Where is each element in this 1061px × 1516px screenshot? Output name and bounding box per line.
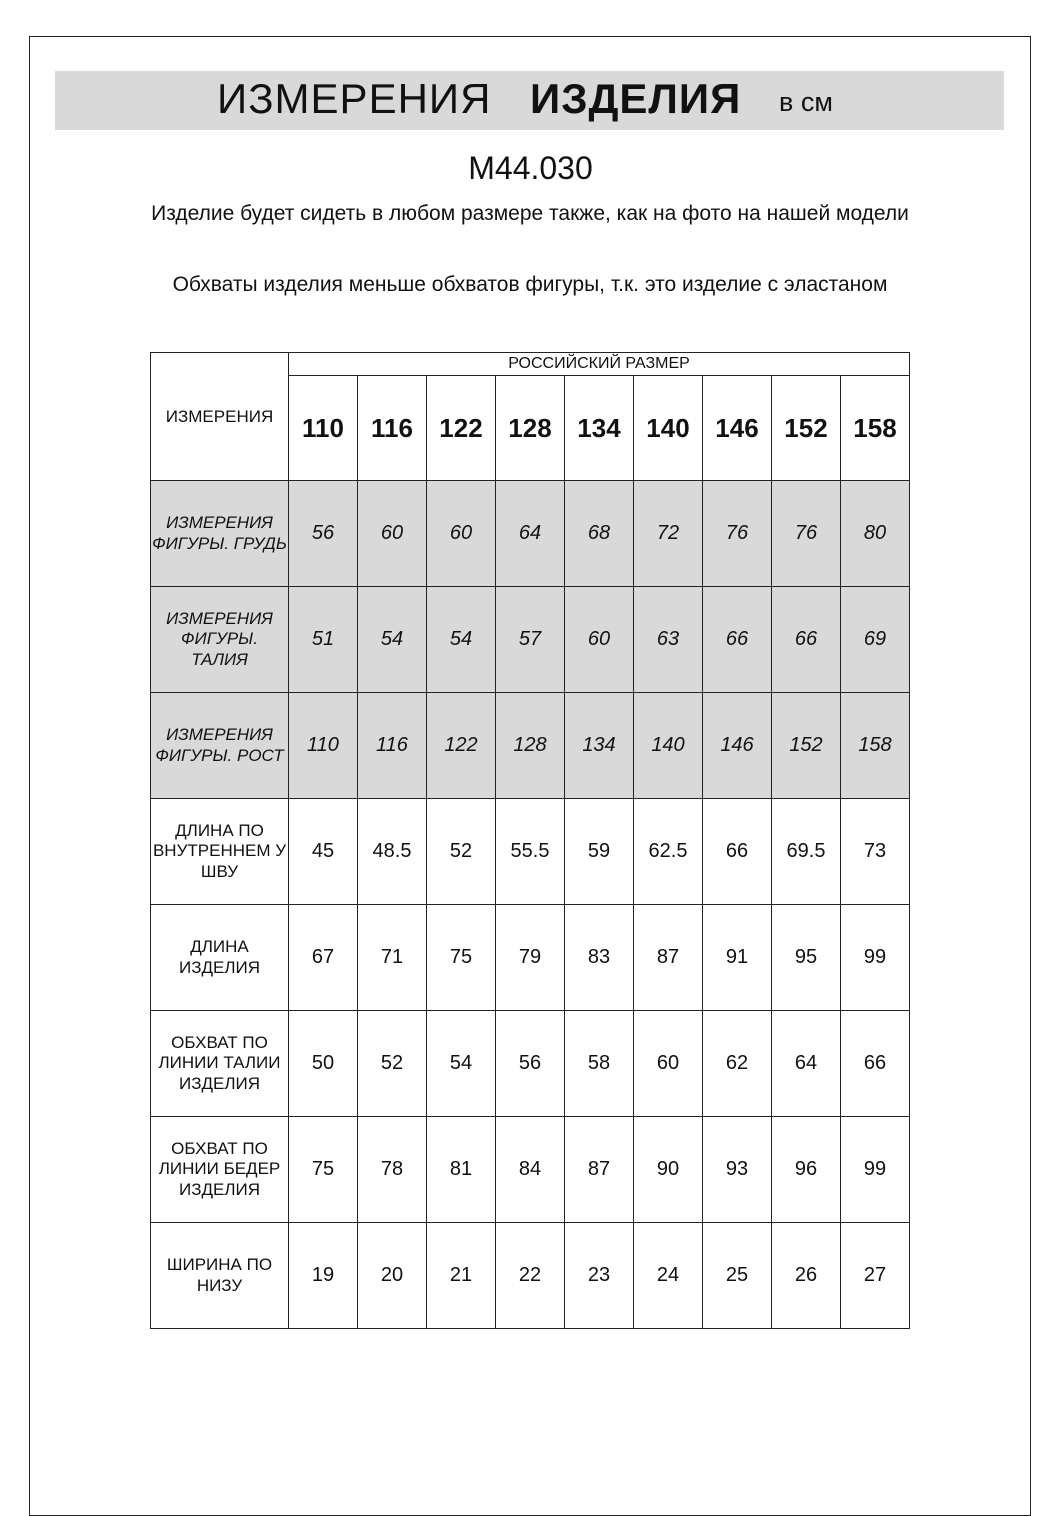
table-cell: 58	[565, 1011, 634, 1117]
table-cell: 152	[772, 693, 841, 799]
table-cell: 158	[841, 693, 910, 799]
title-bold: ИЗДЕЛИЯ	[530, 75, 742, 122]
table-cell: 122	[427, 693, 496, 799]
row-label: ИЗМЕРЕНИЯ ФИГУРЫ. ГРУДЬ	[151, 481, 289, 587]
table-cell: 60	[427, 481, 496, 587]
russian-size-header: РОССИЙСКИЙ РАЗМЕР	[289, 353, 910, 376]
table-cell: 76	[772, 481, 841, 587]
table-cell: 99	[841, 1117, 910, 1223]
table-cell: 83	[565, 905, 634, 1011]
table-cell: 64	[496, 481, 565, 587]
table-cell: 80	[841, 481, 910, 587]
table-cell: 69.5	[772, 799, 841, 905]
table-cell: 50	[289, 1011, 358, 1117]
table-cell: 67	[289, 905, 358, 1011]
size-header-134: 134	[565, 376, 634, 481]
table-cell: 75	[427, 905, 496, 1011]
table-cell: 64	[772, 1011, 841, 1117]
table-cell: 69	[841, 587, 910, 693]
table-cell: 81	[427, 1117, 496, 1223]
table-cell: 45	[289, 799, 358, 905]
measurements-header: ИЗМЕРЕНИЯ	[151, 353, 289, 481]
table-cell: 87	[634, 905, 703, 1011]
size-table	[150, 352, 910, 1329]
table-cell: 99	[841, 905, 910, 1011]
table-cell: 79	[496, 905, 565, 1011]
table-cell: 91	[703, 905, 772, 1011]
title-banner	[55, 71, 1004, 130]
size-header-116: 116	[358, 376, 427, 481]
table-cell: 128	[496, 693, 565, 799]
table-cell: 60	[565, 587, 634, 693]
table-cell: 76	[703, 481, 772, 587]
table-cell: 54	[427, 1011, 496, 1117]
table-row	[151, 587, 910, 693]
table-cell: 75	[289, 1117, 358, 1223]
table-cell: 68	[565, 481, 634, 587]
row-label: ОБХВАТ ПО ЛИНИИ БЕДЕР ИЗДЕЛИЯ	[151, 1117, 289, 1223]
table-cell: 72	[634, 481, 703, 587]
table-cell: 66	[841, 1011, 910, 1117]
row-label: ШИРИНА ПО НИЗУ	[151, 1223, 289, 1329]
table-cell: 90	[634, 1117, 703, 1223]
table-cell: 134	[565, 693, 634, 799]
table-cell: 62.5	[634, 799, 703, 905]
table-row	[151, 1011, 910, 1117]
table-cell: 66	[772, 587, 841, 693]
table-cell: 140	[634, 693, 703, 799]
table-cell: 48.5	[358, 799, 427, 905]
table-cell: 21	[427, 1223, 496, 1329]
table-cell: 24	[634, 1223, 703, 1329]
row-label: ДЛИНА ИЗДЕЛИЯ	[151, 905, 289, 1011]
table-cell: 63	[634, 587, 703, 693]
table-cell: 57	[496, 587, 565, 693]
table-cell: 27	[841, 1223, 910, 1329]
table-cell: 54	[358, 587, 427, 693]
table-cell: 56	[496, 1011, 565, 1117]
table-cell: 84	[496, 1117, 565, 1223]
table-row	[151, 1117, 910, 1223]
table-cell: 93	[703, 1117, 772, 1223]
elastane-note: Обхваты изделия меньше обхватов фигуры, т.к. это изделие с эластаном	[172, 273, 888, 296]
size-header-152: 152	[772, 376, 841, 481]
table-cell: 26	[772, 1223, 841, 1329]
table-row	[151, 1223, 910, 1329]
table-cell: 146	[703, 693, 772, 799]
table-cell: 52	[427, 799, 496, 905]
table-cell: 60	[634, 1011, 703, 1117]
row-label: ДЛИНА ПО ВНУТРЕННЕМ У ШВУ	[151, 799, 289, 905]
row-label: ОБХВАТ ПО ЛИНИИ ТАЛИИ ИЗДЕЛИЯ	[151, 1011, 289, 1117]
table-row	[151, 905, 910, 1011]
row-label: ИЗМЕРЕНИЯ ФИГУРЫ. ТАЛИЯ	[151, 587, 289, 693]
table-cell: 20	[358, 1223, 427, 1329]
table-cell: 55.5	[496, 799, 565, 905]
table-row	[151, 481, 910, 587]
size-header-146: 146	[703, 376, 772, 481]
title-regular: ИЗМЕРЕНИЯ	[217, 75, 492, 122]
table-row	[151, 693, 910, 799]
table-row	[151, 799, 910, 905]
table-cell: 23	[565, 1223, 634, 1329]
table-cell: 87	[565, 1117, 634, 1223]
table-cell: 78	[358, 1117, 427, 1223]
model-code: М44.030	[468, 150, 593, 186]
size-header-110: 110	[289, 376, 358, 481]
table-cell: 62	[703, 1011, 772, 1117]
title-units: в см	[779, 87, 833, 117]
table-cell: 95	[772, 905, 841, 1011]
fit-note: Изделие будет сидеть в любом размере также, как на фото на нашей модели	[151, 202, 909, 225]
size-header-158: 158	[841, 376, 910, 481]
table-cell: 56	[289, 481, 358, 587]
table-cell: 52	[358, 1011, 427, 1117]
size-header-140: 140	[634, 376, 703, 481]
table-cell: 71	[358, 905, 427, 1011]
size-header-128: 128	[496, 376, 565, 481]
table-cell: 110	[289, 693, 358, 799]
table-cell: 59	[565, 799, 634, 905]
table-cell: 19	[289, 1223, 358, 1329]
table-cell: 73	[841, 799, 910, 905]
table-cell: 66	[703, 799, 772, 905]
table-cell: 54	[427, 587, 496, 693]
table-cell: 22	[496, 1223, 565, 1329]
table-cell: 96	[772, 1117, 841, 1223]
table-cell: 25	[703, 1223, 772, 1329]
table-cell: 51	[289, 587, 358, 693]
table-cell: 66	[703, 587, 772, 693]
row-label: ИЗМЕРЕНИЯ ФИГУРЫ. РОСТ	[151, 693, 289, 799]
table-cell: 60	[358, 481, 427, 587]
table-cell: 116	[358, 693, 427, 799]
size-header-122: 122	[427, 376, 496, 481]
